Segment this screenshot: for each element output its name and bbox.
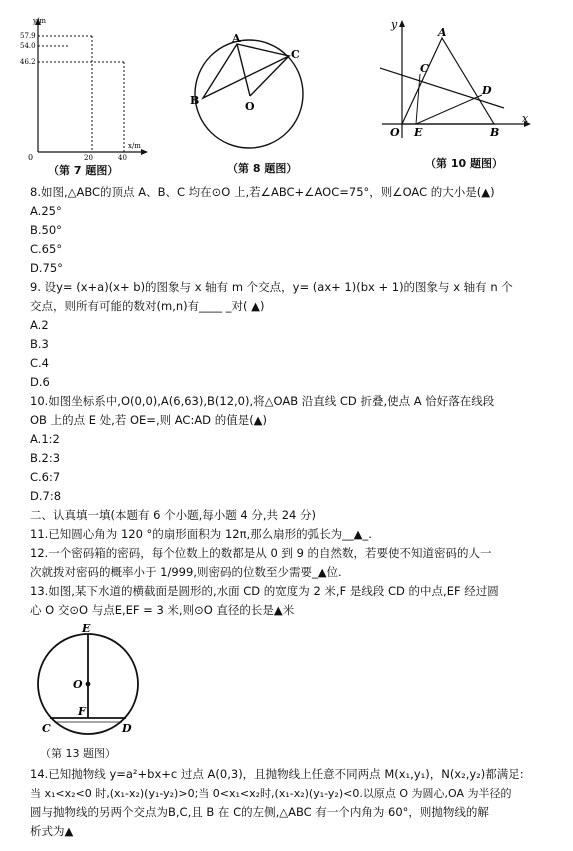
figure-13-circle: [30, 620, 150, 750]
q9-option-b: B.3: [30, 337, 49, 351]
q9-option-a: A.2: [30, 318, 49, 332]
q11-stem: 11.已知圆心角为 120 °的扇形面积为 12π,那么扇形的弧长为__▲_.: [30, 527, 372, 541]
q12-stem-1: 12.一个密码箱的密码，每个位数上的数都是从 0 到 9 的自然数，若要使不知道密码的人一: [30, 546, 492, 560]
q9-option-d: D.6: [30, 375, 50, 389]
q8-option-b: B.50°: [30, 223, 62, 237]
q9-stem-1: 9. 设y= (x+a)(x+ b)的图象与 x 轴有 m 个交点，y= (ax+ 1)(bx + 1)的图象与 x 轴有 n 个: [30, 280, 513, 294]
figure-7-caption: （第 7 题图）: [48, 164, 119, 177]
fig10-point-b: B: [490, 126, 500, 139]
fig13-point-c: C: [42, 722, 51, 735]
fig13-point-f: F: [78, 705, 86, 718]
fig13-point-e: E: [82, 622, 91, 635]
fig8-point-a: A: [232, 32, 241, 45]
fig7-xtick-40: 40: [118, 154, 127, 162]
q14-line-4: 析式为▲: [30, 824, 74, 838]
q10-option-b: B.2:3: [30, 451, 61, 465]
question-text: [30, 183, 565, 620]
fig13-point-o: O: [73, 678, 83, 691]
q14-line-2: 当 x₁<x₂<0 时,(x₁-x₂)(y₁-y₂)>0;当 0<x₁<x₂时,(x₁-x₂)(y₁-y₂)<0.以原点 O 为圆心,OA 为半径的: [30, 787, 512, 800]
fig10-point-d: D: [482, 84, 492, 97]
fig10-y-label: y: [391, 18, 398, 31]
figure-8-circle: [185, 28, 315, 168]
q13-stem-1: 13.如图,某下水道的横截面是圆形的,水面 CD 的宽度为 2 米,F 是线段 CD 的中点,EF 经过圆: [30, 584, 499, 598]
q9-option-c: C.4: [30, 356, 50, 370]
q14-line-3: 圆与抛物线的另两个交点为B,C,且 B 在 C的左侧,△ABC 有一个内角为 60°，则抛物线的解: [30, 805, 489, 819]
fig13-point-d: D: [122, 722, 132, 735]
fig8-point-b: B: [190, 94, 200, 107]
q14-line-1: 14.已知抛物线 y=a²+bx+c 过点 A(0,3)，且抛物线上任意不同两点 M(x₁,y₁)，N(x₂,y₂)都满足:: [30, 767, 524, 781]
fig10-x-label: x: [522, 112, 529, 125]
fig7-ytick-2: 54.0: [20, 42, 36, 50]
figure-13-caption: （第 13 题图）: [40, 747, 116, 760]
fig7-y-label: y/m: [33, 17, 46, 25]
q10-option-c: C.6:7: [30, 470, 61, 484]
q10-stem-2: OB 上的点 E 处,若 OE=,则 AC:AD 的值是(▲): [30, 413, 268, 427]
fig10-point-o: O: [390, 126, 400, 139]
fig8-point-o: O: [245, 100, 255, 113]
fig7-xtick-0: 0: [28, 153, 34, 162]
q8-option-d: D.75°: [30, 261, 63, 275]
section-two-heading: 二、认真填一填(本题有 6 个小题,每小题 4 分,共 24 分): [30, 508, 316, 522]
q8-option-a: A.25°: [30, 204, 62, 218]
figure-10-caption: （第 10 题图）: [425, 157, 503, 170]
q10-option-a: A.1:2: [30, 432, 60, 446]
fig7-x-label: x/m: [128, 142, 141, 150]
fig7-xtick-20: 20: [84, 154, 93, 162]
fig10-point-a: A: [438, 26, 447, 39]
q14-text: [30, 765, 565, 841]
q10-option-d: D.7:8: [30, 489, 62, 503]
fig10-point-c: C: [420, 62, 429, 75]
figure-8-caption: （第 8 题图）: [227, 162, 298, 175]
fig7-ytick-3: 46.2: [20, 58, 36, 66]
q8-option-c: C.65°: [30, 242, 63, 256]
q10-stem-1: 10.如图坐标系中,O(0,0),A(6,63),B(12,0),将△OAB 沿直线 CD 折叠,使点 A 恰好落在线段: [30, 394, 495, 408]
figure-10-coordinate: [376, 18, 536, 148]
q13-stem-2: 心 O 交⊙O 与点E,EF = 3 米,则⊙O 直径的长是▲米: [30, 603, 295, 617]
q8-stem: 8.如图,△ABC的顶点 A、B、C 均在⊙O 上,若∠ABC+∠AOC=75°，则∠OAC 的大小是(▲): [30, 185, 495, 199]
fig8-point-c: C: [291, 48, 300, 61]
fig7-ytick-1: 57.9: [20, 32, 36, 40]
q9-stem-2: 交点，则所有可能的数对(m,n)有____ _对( ▲): [30, 299, 265, 313]
fig10-point-e: E: [414, 126, 423, 139]
q12-stem-2: 次就拨对密码的概率小于 1/999,则密码的位数至少需要_▲位.: [30, 565, 342, 579]
figure-7-graph: [20, 14, 150, 164]
